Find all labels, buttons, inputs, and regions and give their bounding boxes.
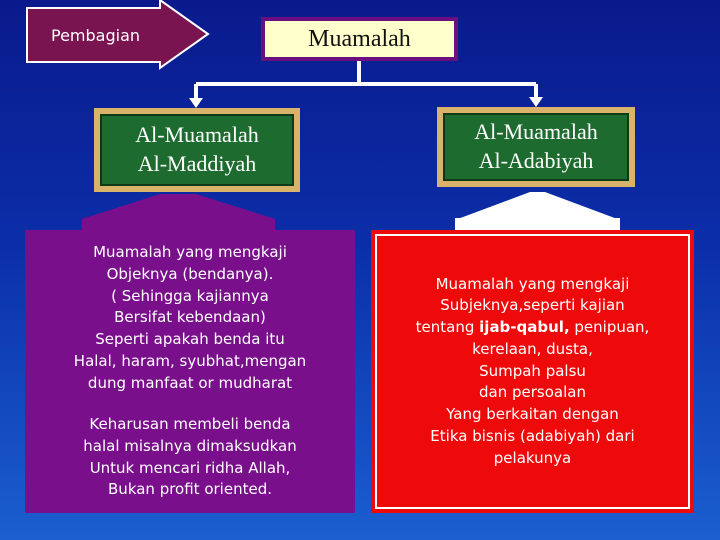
adabiyah-text-line: dan persoalan [479,383,586,402]
branch-adabiyah-line2: Al-Adabiyah [478,148,594,173]
adabiyah-line3-suffix: penipuan, [569,318,650,337]
adabiyah-text-line: pelakunya [493,448,572,467]
maddiyah-text-line: Bukan profit oriented. [108,480,272,499]
maddiyah-text-line: Muamalah yang mengkaji [93,243,287,261]
maddiyah-text-line: ( Sehingga kajiannya [111,286,269,305]
left-up-arrow-head [82,194,275,219]
adabiyah-text-line: Yang berkaitan dengan [446,405,619,424]
pembagian-label: Pembagian [51,26,141,45]
connector-arrowhead-right [529,97,543,107]
maddiyah-paragraph-1 [74,242,306,394]
branch-maddiyah-box [94,108,300,192]
adabiyah-description-panel [371,230,694,513]
maddiyah-paragraph-2 [83,414,296,501]
adabiyah-text-line: Subjeknya,seperti kajian [440,296,625,315]
adabiyah-text-line: Muamalah yang mengkaji [435,274,630,293]
adabiyah-text-line-3 [416,317,650,339]
maddiyah-text-line: Halal, haram, syubhat,mengan [73,351,307,370]
muamalah-root-title: Muamalah [265,21,454,57]
branch-adabiyah-line1: Al-Muamalah [474,119,598,145]
maddiyah-text-line: Objeknya (bendanya). [106,264,274,283]
connector-arrowhead-left [189,98,203,108]
maddiyah-text-line: dung manfaat or mudharat [87,373,293,392]
tree-connectors [196,61,536,100]
right-up-arrow-head [455,192,620,220]
adabiyah-line3-prefix: tentang [415,318,480,337]
maddiyah-text-line: Seperti apakah benda itu [95,330,285,348]
adabiyah-text-line: Etika bisnis (adabiyah) dari [430,426,635,445]
adabiyah-line3-bold: ijab-qabul, [479,318,570,337]
maddiyah-text-line: Bersifat kebendaan) [114,308,266,327]
branch-adabiyah-box [437,107,635,187]
muamalah-root-box [261,17,458,61]
adabiyah-paragraph [416,274,650,470]
branch-maddiyah-inner [100,114,294,186]
maddiyah-text-line: Keharusan membeli benda [89,415,291,433]
adabiyah-text-line: kerelaan, dusta, [472,339,593,358]
maddiyah-text-line: Untuk mencari ridha Allah, [89,458,291,477]
maddiyah-description-panel [25,230,355,513]
maddiyah-text-line: halal misalnya dimaksudkan [83,436,297,455]
branch-maddiyah-line2: Al-Maddiyah [137,151,257,176]
branch-maddiyah-line1: Al-Muamalah [135,122,259,148]
adabiyah-text-line: Sumpah palsu [479,361,586,380]
branch-adabiyah-inner [443,113,629,181]
